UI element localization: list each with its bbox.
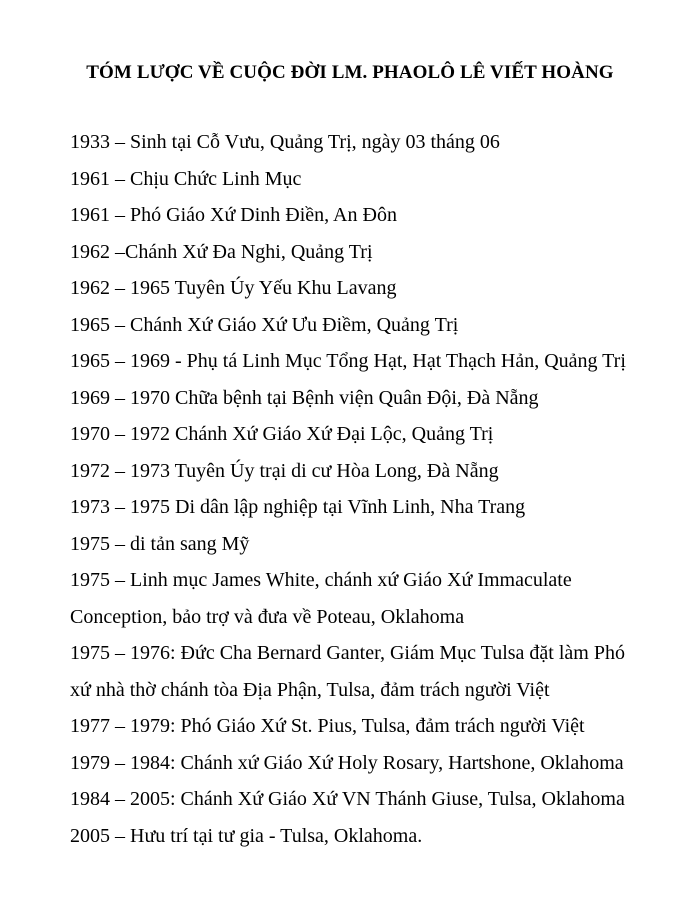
timeline-entry-line: 1975 – 1976: Đức Cha Bernard Ganter, Giám Mục Tulsa đặt làm Phó <box>70 642 625 664</box>
document-title: TÓM LƯỢC VỀ CUỘC ĐỜI LM. PHAOLÔ LÊ VIẾT HOÀNG <box>86 62 614 83</box>
timeline-entry <box>70 526 670 563</box>
timeline-entry <box>70 745 670 782</box>
timeline-entry-line: 1965 – Chánh Xứ Giáo Xứ Ưu Điềm, Quảng Trị <box>70 313 459 336</box>
timeline-entry <box>70 453 670 490</box>
timeline-entry <box>70 307 670 344</box>
timeline-entry-line: xứ nhà thờ chánh tòa Địa Phận, Tulsa, đảm trách người Việt <box>70 678 550 701</box>
timeline-entry-line: 1975 – Linh mục James White, chánh xứ Giáo Xứ Immaculate <box>70 569 572 591</box>
timeline-entry <box>70 562 670 635</box>
timeline-entry-line: 1962 –Chánh Xứ Đa Nghi, Quảng Trị <box>70 240 373 263</box>
timeline-entry <box>70 635 670 708</box>
timeline-entry-line: 1975 – di tản sang Mỹ <box>70 532 250 555</box>
timeline-entry-line: 1973 – 1975 Di dân lập nghiệp tại Vĩnh Linh, Nha Trang <box>70 496 526 518</box>
timeline-entry-line: 1965 – 1969 - Phụ tá Linh Mục Tổng Hạt, Hạt Thạch Hản, Quảng Trị <box>70 350 626 372</box>
timeline-entry <box>70 161 670 198</box>
timeline-entry-line: 1972 – 1973 Tuyên Úy trại di cư Hòa Long, Đà Nẵng <box>70 459 499 482</box>
timeline-entry-line: Conception, bảo trợ và đưa về Poteau, Oklahoma <box>70 605 465 628</box>
timeline-entry-line: 1962 – 1965 Tuyên Úy Yếu Khu Lavang <box>70 277 397 299</box>
timeline-entry <box>70 416 670 453</box>
timeline-entry <box>70 270 670 307</box>
timeline-entry-line: 1933 – Sinh tại Cỗ Vưu, Quảng Trị, ngày 03 tháng 06 <box>70 131 500 153</box>
timeline-entry-line: 1969 – 1970 Chữa bệnh tại Bệnh viện Quân Đội, Đà Nẵng <box>70 386 539 409</box>
timeline-entry-line: 1961 – Chịu Chức Linh Mục <box>70 167 302 190</box>
timeline-entry <box>70 343 670 380</box>
timeline-entry <box>70 489 670 526</box>
timeline-entry <box>70 781 670 818</box>
timeline-entry <box>70 818 670 855</box>
timeline-entry-line: 1977 – 1979: Phó Giáo Xứ St. Pius, Tulsa, đảm trách người Việt <box>70 715 585 737</box>
timeline-entry-line: 1984 – 2005: Chánh Xứ Giáo Xứ VN Thánh Giuse, Tulsa, Oklahoma <box>70 788 625 810</box>
timeline-list <box>70 124 670 854</box>
timeline-entry-line: 2005 – Hưu trí tại tư gia - Tulsa, Oklahoma. <box>70 824 423 847</box>
timeline-entry <box>70 380 670 417</box>
timeline-entry-line: 1979 – 1984: Chánh xứ Giáo Xứ Holy Rosary, Hartshone, Oklahoma <box>70 751 624 774</box>
timeline-entry <box>70 708 670 745</box>
timeline-entry <box>70 124 670 161</box>
timeline-entry <box>70 197 670 234</box>
timeline-entry-line: 1970 – 1972 Chánh Xứ Giáo Xứ Đại Lộc, Quảng Trị <box>70 423 494 445</box>
timeline-entry <box>70 234 670 271</box>
timeline-entry-line: 1961 – Phó Giáo Xứ Dinh Điền, An Đôn <box>70 204 397 226</box>
